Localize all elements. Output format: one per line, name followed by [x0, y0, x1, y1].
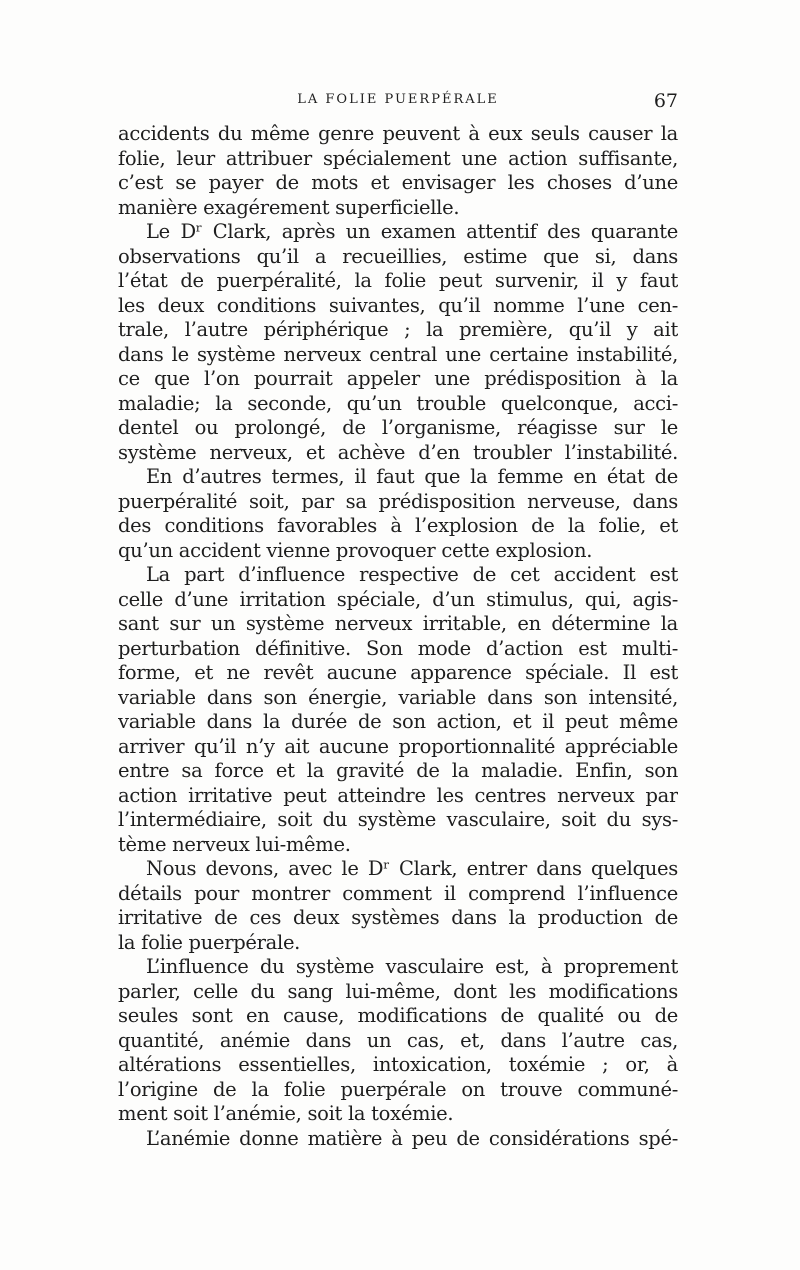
text-line: celle d’une irritation spéciale, d’un stimulus, qui, agis- — [118, 587, 678, 611]
text-line: L’anémie donne matière à peu de considérations spé- — [146, 1126, 678, 1150]
text-line: c’est se payer de mots et envisager les choses d’une — [118, 171, 678, 194]
text-line: forme, et ne revêt aucune apparence spéciale. Il est — [118, 661, 678, 684]
text-line: irritative de ces deux systèmes dans la production de — [118, 906, 678, 929]
text-line: variable dans son énergie, variable dans son intensité, — [118, 685, 678, 709]
text-line: système nerveux, et achève d’en troubler l’instabilité. — [118, 440, 678, 464]
text-line: dans le système nerveux central une certaine instabilité, — [118, 342, 678, 366]
text-line: En d’autres termes, il faut que la femme en état de — [146, 465, 678, 488]
page-number: 67 — [653, 90, 678, 112]
text-line: Le Dʳ Clark, après un examen attentif des quarante — [146, 220, 678, 243]
text-line: sant sur un système nerveux irritable, en détermine la — [118, 612, 678, 635]
text-line: puerpéralité soit, par sa prédisposition nerveuse, dans — [118, 489, 678, 513]
text-line: trale, l’autre périphérique ; la première, qu’il y ait — [118, 318, 678, 341]
text-line: parler, celle du sang lui-même, dont les modifications — [118, 979, 678, 1003]
text-line: l’état de puerpéralité, la folie peut survenir, il y faut — [118, 269, 678, 292]
text-line: variable dans la durée de son action, et il peut même — [118, 710, 678, 733]
text-line: seules sont en cause, modifications de qualité ou de — [118, 1004, 678, 1027]
page-header — [118, 90, 678, 116]
text-line: détails pour montrer comment il comprend l’influence — [118, 881, 678, 905]
text-line: accidents du même genre peuvent à eux seuls causer la — [118, 122, 678, 145]
text-line: dentel ou prolongé, de l’organisme, réagisse sur le — [118, 416, 678, 439]
text-line: manière exagérement superficielle. — [118, 195, 460, 219]
text-line: des conditions favorables à l’explosion de la folie, et — [118, 514, 678, 537]
text-line: arriver qu’il n’y ait aucune proportionnalité appréciable — [118, 734, 678, 758]
text-line: folie, leur attribuer spécialement une action suffisante, — [118, 146, 678, 170]
text-line: ment soit l’anémie, soit la toxémie. — [118, 1102, 454, 1125]
text-line: entre sa force et la gravité de la maladie. Enfin, son — [118, 759, 678, 782]
text-line: La part d’influence respective de cet accident est — [146, 563, 678, 586]
text-line: qu’un accident vienne provoquer cette explosion. — [118, 538, 593, 562]
text-line: perturbation définitive. Son mode d’action est multi- — [118, 636, 678, 660]
text-line: L’influence du système vasculaire est, à proprement — [146, 955, 678, 978]
text-line: observations qu’il a recueillies, estime que si, dans — [118, 244, 678, 268]
text-line: quantité, anémie dans un cas, et, dans l’autre cas, — [118, 1028, 678, 1052]
text-line: altérations essentielles, intoxication, toxémie ; or, à — [118, 1053, 678, 1076]
text-line: tème nerveux lui-même. — [118, 832, 351, 856]
text-line: ce que l’on pourrait appeler une prédisposition à la — [118, 367, 678, 390]
text-line: l’intermédiaire, soit du système vasculaire, soit du sys- — [118, 808, 678, 831]
text-line: Nous devons, avec le Dʳ Clark, entrer dans quelques — [146, 857, 678, 880]
text-line: l’origine de la folie puerpérale on trouve communé- — [118, 1077, 678, 1101]
body-text — [118, 122, 678, 1151]
text-line: maladie; la seconde, qu’un trouble quelconque, acci- — [118, 391, 678, 415]
running-head: LA FOLIE PUERPÉRALE — [297, 92, 499, 107]
text-line: action irritative peut atteindre les centres nerveux par — [118, 783, 678, 807]
text-line: les deux conditions suivantes, qu’il nomme l’une cen- — [118, 293, 678, 317]
text-line: la folie puerpérale. — [118, 930, 301, 954]
